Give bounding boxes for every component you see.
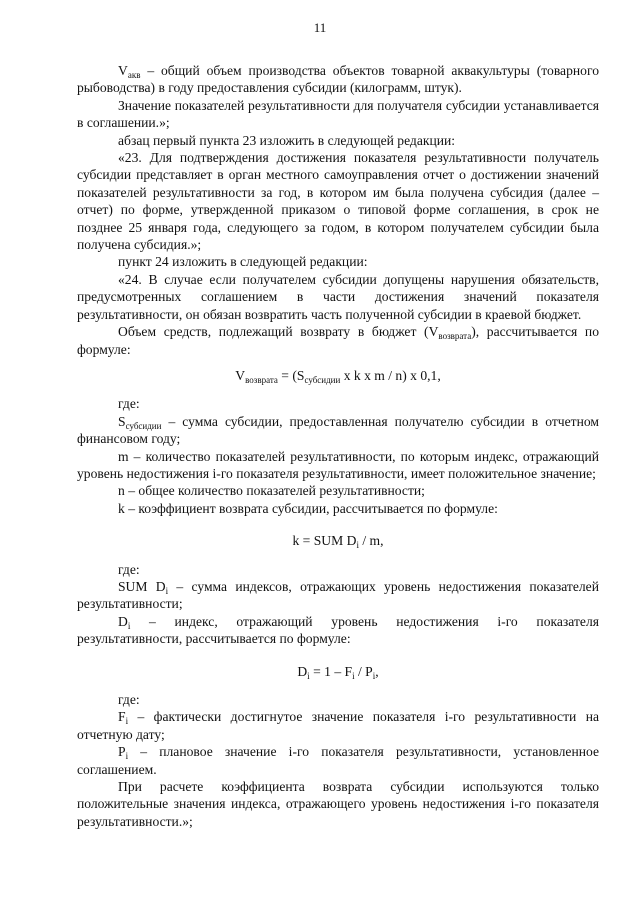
definition-s-subsidy: $S_{субсидии}$ – сумма субсидии, предоставленная получателю субсидии в отчетном финансовом году; (77, 413, 599, 447)
formula-di: $D_i = 1 - F_i / P_i$, (297, 663, 379, 681)
definition-di: $D_i$ – индекс, отражающий уровень недостижения i-го показателя результативности, рассчитывается по формуле: (77, 613, 599, 647)
label-where-1: где: (118, 396, 140, 412)
definition-k: k – коэффициент возврата субсидии, рассчитывается по формуле: (118, 500, 498, 516)
paragraph-clause-24: «24. В случае если получателем субсидии допущены нарушения обязательств, предусмотренных соглашением в части достижения значений показателя результативности, он обязан возвратить часть полученной субсидии в краевой бюджет. (77, 271, 599, 322)
paragraph-calculation-note: При расчете коэффициента возврата субсидии используются только положительные значения индекса, отражающего уровень недостижения i-го показателя результативности.»; (77, 779, 599, 829)
paragraph-amend-24: пункт 24 изложить в следующей редакции: (118, 254, 368, 270)
definition-n: n – общее количество показателей результативности; (118, 483, 425, 499)
paragraph-amend-23: абзац первый пункта 23 изложить в следующей редакции: (118, 132, 456, 148)
paragraph-indicator-values: Значение показателей результативности для получателя субсидии устанавливается в соглашении.»; (77, 97, 599, 131)
paragraph-refund-amount: Объем средств, подлежащий возврату в бюджет $(V_{возврата})$, рассчитывается по формуле: (77, 324, 600, 357)
definition-fi: $F_i$ – фактически достигнутое значение показателя i-го результативности на отчетную дату; (77, 709, 599, 742)
formula-k: k = SUM $D_i$ / m, (292, 533, 384, 551)
definition-m: m – количество показателей результативности, по которым индекс, отражающий уровень недостижения i-го показателя результативности, имеет положительное значение; (77, 448, 599, 481)
paragraph-clause-23: «23. Для подтверждения достижения показателя результативности получатель субсидии представляет в орган местного самоуправления отчет о достижении значений показателей результативности за год, в котором им была получена субсидия (далее – отчет) по форме, утвержденной приказом о типовой форме соглашения, в срок не позднее 25 января года, следующего за годом, в котором получателем субсидии была получена субсидия.»; (77, 150, 599, 253)
label-where-3: где: (118, 692, 140, 707)
definition-v-akv: $V_{акв}$ – общий объем производства объектов товарной аквакультуры (товарного рыбоводства) в году предоставления субсидии (килограмм, штук). (77, 63, 599, 96)
definition-sum-di: SUM $D_i$ – сумма индексов, отражающих уровень недостижения показателей результативности; (77, 578, 599, 612)
definition-pi: $P_i$ – плановое значение i-го показателя результативности, установленное соглашением. (77, 744, 599, 777)
label-where-2: где: (118, 561, 140, 577)
page-number: 11 (313, 20, 327, 35)
formula-refund: $V_{возврата} = (S_{субсидии}$ x k x m / n) x 0,1, (235, 367, 441, 385)
document-body (77, 62, 599, 830)
